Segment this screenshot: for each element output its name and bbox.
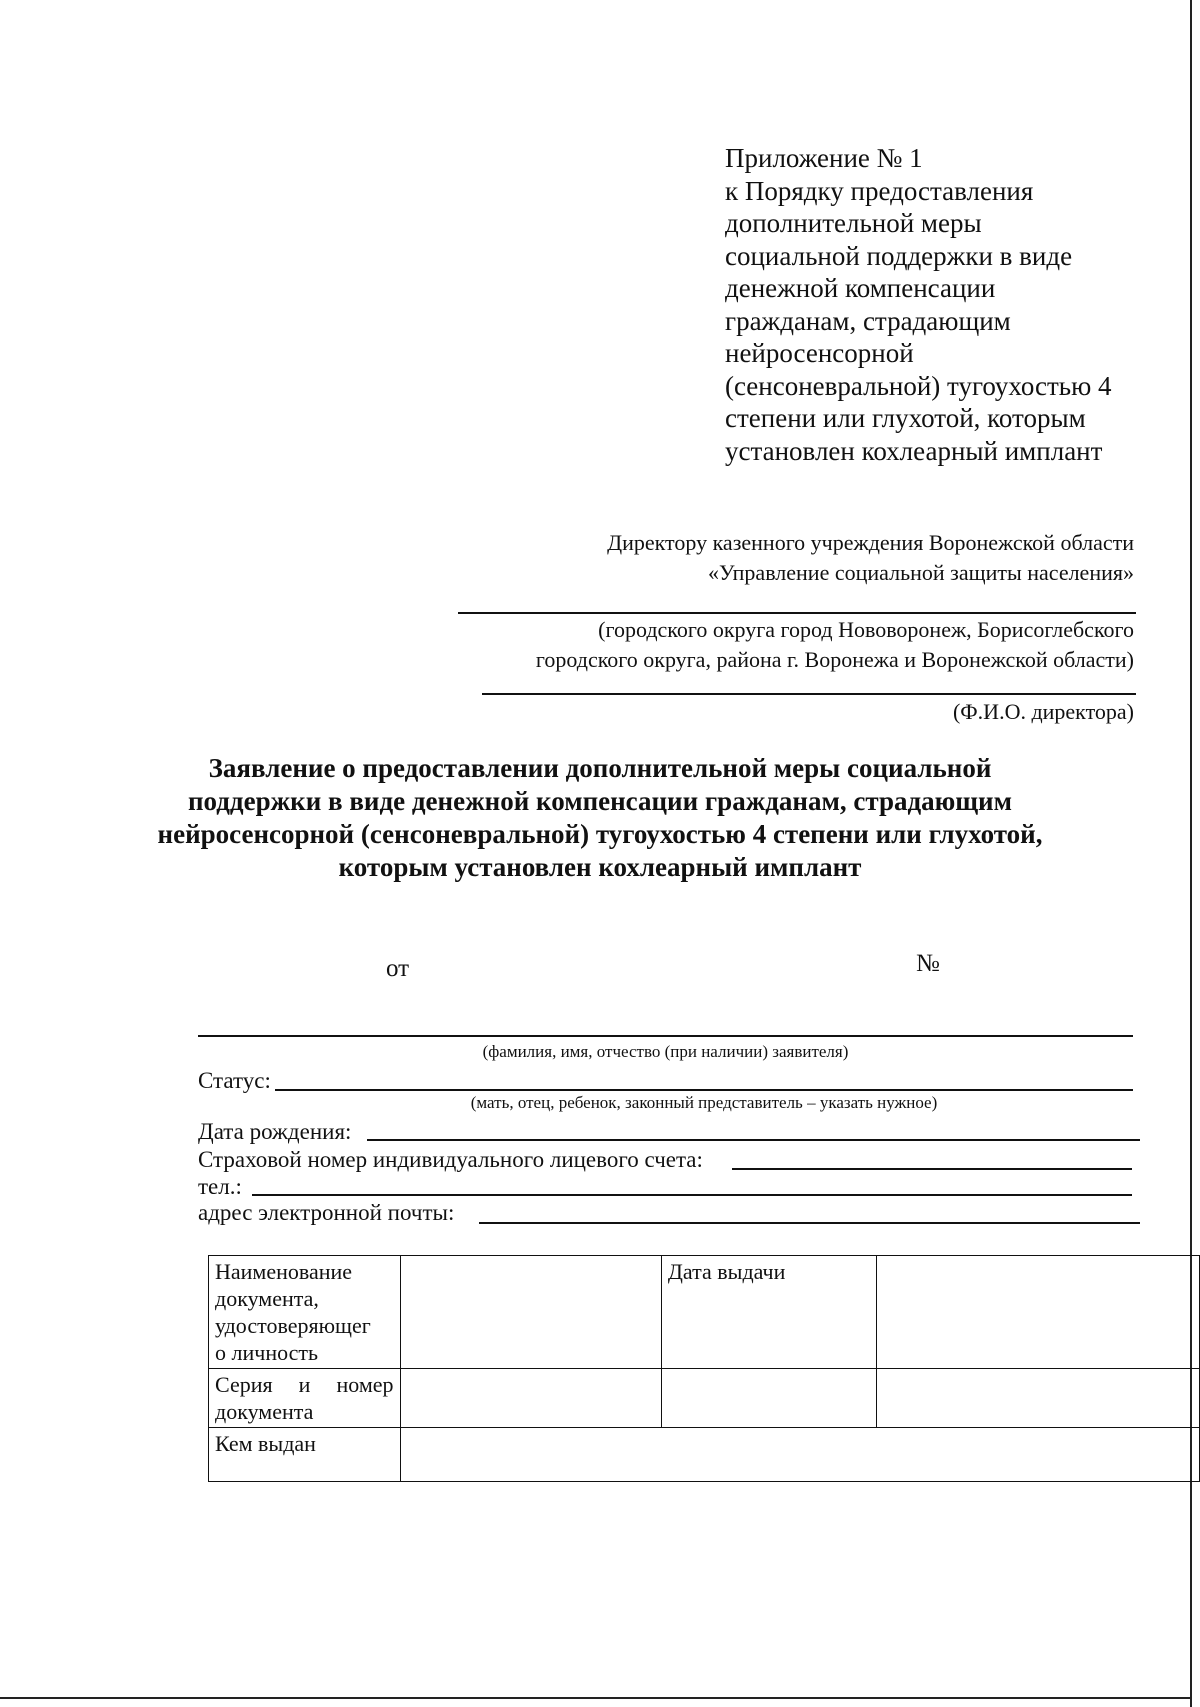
series-number-label-line-2: документа [215, 1399, 314, 1424]
table-row [209, 1369, 1200, 1428]
director-hint: (Ф.И.О. директора) [952, 699, 1134, 724]
identity-document-table [208, 1255, 1200, 1482]
appendix-line: гражданам, страдающим [725, 305, 1011, 336]
title-line-3: нейросенсорной (сенсоневральной) тугоухостью 4 степени или глухотой, [157, 819, 1043, 849]
empty-cell[interactable] [876, 1369, 1199, 1428]
appendix-block [725, 142, 1145, 467]
district-fill-line[interactable] [458, 612, 1136, 614]
doc-name-label-line: Наименование [215, 1259, 353, 1284]
snils-fill-line[interactable] [732, 1168, 1132, 1170]
series-word: Серия [215, 1372, 273, 1397]
status-hint: (мать, отец, ребенок, законный представитель – указать нужное) [470, 1093, 938, 1112]
appendix-line: степени или глухотой, которым [725, 403, 1086, 433]
appendix-line: Приложение № 1 [725, 143, 923, 173]
district-hint-line-1: (городского округа город Нововоронеж, Борисоглебского [598, 617, 1134, 642]
series-word: и [298, 1372, 311, 1397]
applicant-name-hint: (фамилия, имя, отчество (при наличии) заявителя) [482, 1042, 849, 1061]
series-number-label-cell [209, 1369, 401, 1428]
table-row [209, 1256, 1200, 1369]
title-line-2: поддержки в виде денежной компенсации гражданам, страдающим [187, 786, 1012, 816]
series-number-label-line-1 [215, 1371, 394, 1398]
date-label: от [386, 955, 410, 982]
issue-date-label: Дата выдачи [667, 1259, 786, 1284]
page-edge-bottom [0, 1697, 1192, 1699]
birth-date-fill-line[interactable] [367, 1139, 1140, 1141]
table-row [209, 1428, 1200, 1482]
number-label: № [916, 950, 940, 977]
issued-by-label-cell [209, 1428, 401, 1482]
appendix-line: денежной компенсации [725, 273, 996, 303]
birth-date-label: Дата рождения: [198, 1119, 352, 1144]
issued-by-label: Кем выдан [215, 1431, 316, 1456]
status-fill-line[interactable] [275, 1089, 1133, 1091]
status-label: Статус: [198, 1068, 271, 1093]
series-word: номер [336, 1372, 394, 1397]
appendix-line: дополнительной меры [725, 208, 982, 238]
doc-name-label-line: удостоверяющег [215, 1313, 371, 1338]
empty-cell[interactable] [661, 1369, 876, 1428]
statement-title [150, 752, 1050, 884]
addressee-line-1: Директору казенного учреждения Воронежской области [607, 530, 1134, 555]
doc-name-label-cell [209, 1256, 401, 1369]
doc-name-label-line: о личность [215, 1340, 319, 1365]
applicant-name-fill-line[interactable] [198, 1035, 1133, 1037]
snils-label: Страховой номер индивидуального лицевого счета: [198, 1147, 703, 1172]
issue-date-value-cell[interactable] [876, 1256, 1199, 1369]
title-line-4: которым установлен кохлеарный имплант [338, 852, 862, 882]
doc-name-label-line: документа, [215, 1286, 319, 1311]
appendix-line: социальной поддержки в виде [725, 240, 1073, 271]
appendix-line: нейросенсорной [725, 338, 914, 368]
title-line-1: Заявление о предоставлении дополнительной меры социальной [208, 753, 992, 783]
series-number-value-cell[interactable] [400, 1369, 661, 1428]
district-hint-line-2: городского округа, района г. Воронежа и Воронежской области) [535, 647, 1134, 672]
appendix-line: к Порядку предоставления [725, 175, 1034, 206]
addressee-block [607, 528, 1134, 588]
phone-fill-line[interactable] [252, 1194, 1132, 1196]
email-label: адрес электронной почты: [198, 1200, 455, 1225]
addressee-line-2: «Управление социальной защиты населения» [708, 560, 1134, 585]
issue-date-label-cell [661, 1256, 876, 1369]
appendix-line: установлен кохлеарный имплант [725, 435, 1103, 466]
district-hint [536, 615, 1134, 675]
issued-by-value-cell[interactable] [400, 1428, 1199, 1482]
director-name-fill-line[interactable] [482, 693, 1136, 695]
email-fill-line[interactable] [479, 1222, 1140, 1224]
appendix-line: (сенсоневральной) тугоухостью 4 [725, 370, 1112, 401]
doc-name-value-cell[interactable] [400, 1256, 661, 1369]
phone-label: тел.: [198, 1174, 242, 1199]
